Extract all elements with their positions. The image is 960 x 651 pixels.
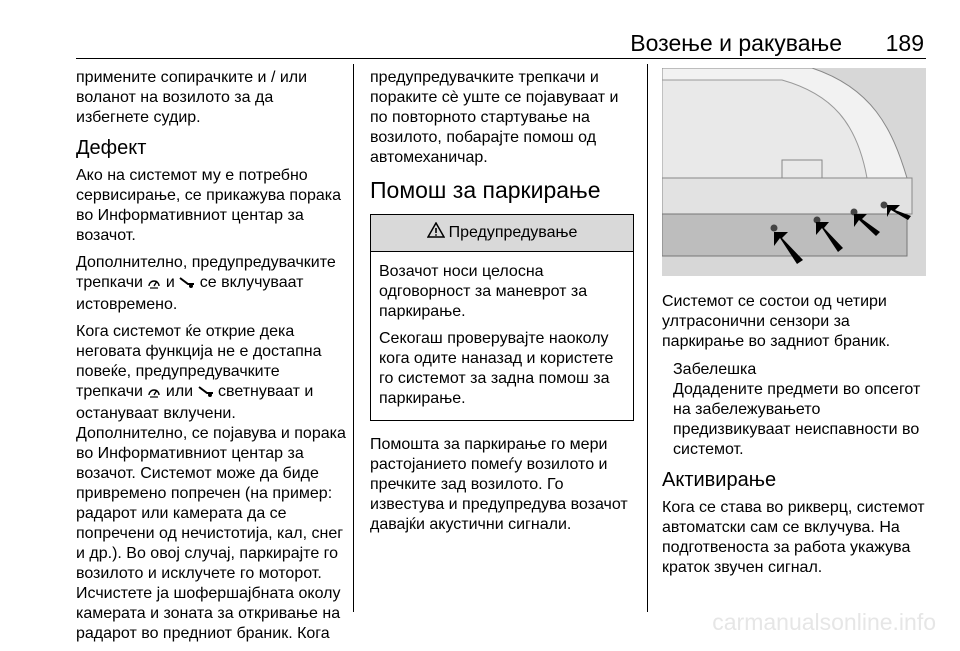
- fault-paragraph-3: [76, 322, 348, 424]
- speedometer-warning-icon: [147, 384, 161, 404]
- note-block: [662, 360, 932, 460]
- column-divider-2: [647, 64, 648, 612]
- column-2: [370, 68, 634, 542]
- heading-parking-assist: Помош за паркирање: [370, 177, 601, 203]
- watermark: carmanualsonline.info: [712, 609, 936, 635]
- fault-paragraph-2-end: се вклучуваат истовремено.: [76, 274, 304, 313]
- warning-paragraph-1: Возачот носи целосна одговорност за маневрот за паркирање.: [379, 263, 588, 320]
- parking-assist-paragraph: Помошта за паркирање го мери растојанието помеѓу возилото и пречките зад возилото. Го известува и предупредува возачот давајќи акустични сигнали.: [370, 436, 628, 533]
- heading-fault: Дефект: [76, 137, 147, 159]
- rear-bumper-sensors-figure: [662, 68, 926, 276]
- warning-paragraph-2: Секогаш проверувајте наоколу кога одите наназад и користете го системот за задна помош за паркирање.: [379, 330, 614, 407]
- fault-paragraph-1: Ако на системот му е потребно сервисирање, се прикажува порака во Информативниот центар за возачот.: [76, 167, 342, 244]
- warning-body: [371, 252, 633, 420]
- running-header-title: Возење и ракување: [630, 30, 842, 56]
- speedometer-warning-icon: [147, 275, 161, 295]
- fault-paragraph-2-and: и: [165, 274, 175, 291]
- warning-title: Предупредување: [448, 224, 578, 241]
- column-divider-1: [353, 64, 354, 612]
- note-title: Забелешка: [673, 361, 757, 378]
- header-rule: [76, 58, 926, 59]
- note-text: Додадените предмети во опсегот на забележувањето предизвикуваат неиспавности во системот.: [673, 381, 921, 458]
- fault-paragraph-2: [76, 253, 348, 315]
- activation-paragraph: Кога се става во рикверц, системот автоматски сам се вклучува. На подготвеноста за работа укажува краток звучен сигнал.: [662, 499, 925, 576]
- sensors-paragraph: Системот се состои од четири ултрасонични сензори за паркирање во задниот браник.: [662, 293, 891, 350]
- heading-activation: Активирање: [662, 469, 777, 491]
- warning-triangle-icon: [427, 222, 449, 244]
- fault-paragraph-3-end: светнуваат и остануваат вклучени.: [76, 383, 314, 422]
- fault-paragraph-3-start: Кога системот ќе открие дека неговата функција не е достапна повеќе, предупредувачките трепкачи: [76, 323, 322, 400]
- intro-paragraph: примените сопирачките и / или воланот на возилото за да избегнете судир.: [76, 69, 308, 126]
- car-collision-warning-icon: [198, 384, 214, 404]
- fault-paragraph-4: Дополнително, се појавува и порака во Информативниот центар за возачот. Системот може да биде привремено попречен (на пример: радарот или камерата да се попречени од нечистотија, кал, снег и др.). Во овој случај, паркирајте го возилото и исклучете го моторот. Исчистете ја шофершајбната околу камерата и зоната за откривање на радарот во предниот браник. Кога: [76, 425, 346, 642]
- fault-paragraph-2-start: Дополнително, предупредувачките трепкачи: [76, 254, 336, 291]
- warning-header: [371, 215, 633, 252]
- continued-paragraph: предупредувачките трепкачи и пораките сè уште се појавуваат и по повторното стартување на возилото, побарајте помош од автомеханичар.: [370, 69, 619, 166]
- column-3: [662, 292, 932, 585]
- column-1: [76, 68, 348, 651]
- fault-paragraph-3-or: или: [165, 383, 194, 400]
- warning-box: [370, 214, 634, 421]
- page-number: 189: [885, 30, 924, 56]
- car-collision-warning-icon: [179, 275, 195, 295]
